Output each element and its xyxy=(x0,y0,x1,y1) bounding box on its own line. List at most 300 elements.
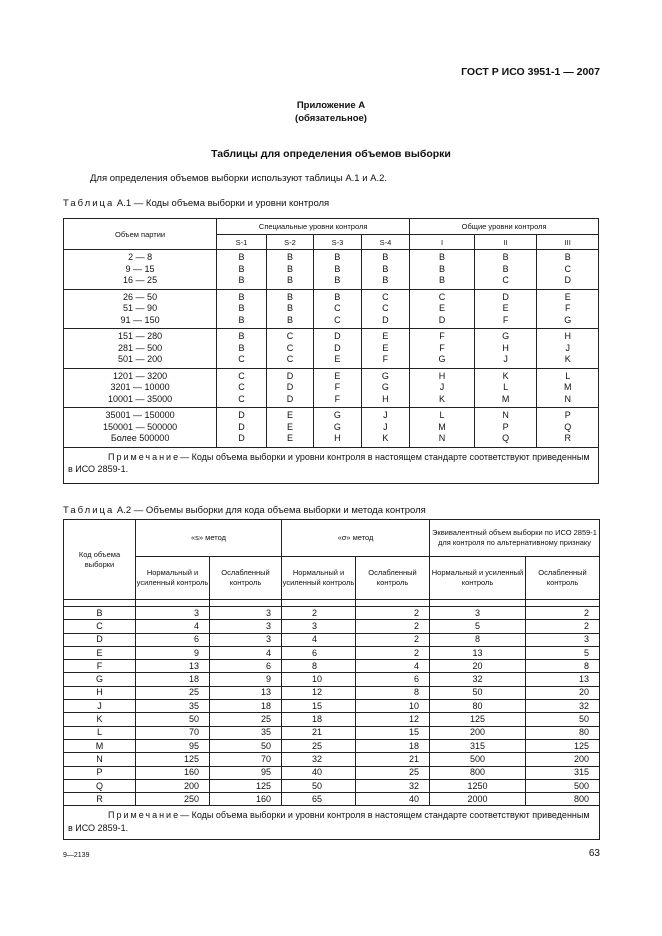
table-row xyxy=(64,447,599,483)
code-letter: H xyxy=(438,370,446,381)
a2-value-cell: 2 xyxy=(356,620,430,633)
table-row xyxy=(64,779,600,792)
code-letter: D xyxy=(238,410,245,420)
a2-value-cell: 3 xyxy=(282,620,356,633)
a1-code-cell xyxy=(410,329,475,369)
code-letter: J xyxy=(439,382,445,392)
code-letter: E xyxy=(286,410,293,420)
code-letter: E xyxy=(382,342,389,353)
a1-code-cell xyxy=(266,289,313,329)
a2-value-cell: 800 xyxy=(526,793,600,806)
a2-value-cell: 4 xyxy=(210,646,282,659)
a2-value-cell: 21 xyxy=(356,753,430,766)
table-a2 xyxy=(63,519,600,840)
a2-value-cell: 10 xyxy=(356,700,430,713)
a1-code-cell xyxy=(217,408,267,448)
a2-value-cell: 32 xyxy=(282,753,356,766)
code-letter: J xyxy=(565,342,570,353)
code-letter: B xyxy=(238,331,245,341)
a1-code-cell xyxy=(474,368,537,408)
a2-code-cell: F xyxy=(64,660,136,673)
a1-header-special: Специальные уровни контроля xyxy=(217,219,410,235)
code-letter: N xyxy=(502,410,509,420)
a2-value-cell: 8 xyxy=(356,686,430,699)
code-letter: M xyxy=(563,382,572,392)
table-row xyxy=(64,633,600,646)
code-letter: K xyxy=(564,354,571,364)
code-letter: D xyxy=(564,275,571,285)
a2-value-cell: 9 xyxy=(210,673,282,686)
code-letter: B xyxy=(502,252,509,262)
code-letter: F xyxy=(439,331,445,341)
code-letter: B xyxy=(334,275,341,285)
a2-value-cell: 18 xyxy=(356,739,430,752)
table-a2-caption xyxy=(63,505,426,516)
a2-value-cell: 500 xyxy=(526,779,600,792)
a1-level-s2: S-2 xyxy=(266,235,313,250)
code-letter: M xyxy=(501,393,510,404)
code-letter: E xyxy=(439,303,446,313)
a1-code-cell xyxy=(361,329,410,369)
table-row xyxy=(64,620,600,633)
a2-value-cell: 12 xyxy=(282,686,356,699)
code-letter: G xyxy=(564,314,572,325)
a2-value-cell: 2 xyxy=(356,633,430,646)
code-letter: G xyxy=(438,354,446,364)
a2-sub-s-normal: Нормальный и усиленный контроль xyxy=(136,557,210,600)
table-row xyxy=(64,289,599,329)
a2-value-cell: 2 xyxy=(356,646,430,659)
code-letter: C xyxy=(238,354,245,364)
a2-value-cell: 50 xyxy=(210,739,282,752)
a2-value-cell: 125 xyxy=(136,753,210,766)
code-letter: C xyxy=(334,314,341,325)
a2-code-cell: G xyxy=(64,673,136,686)
code-letter: L xyxy=(439,410,445,420)
intro-paragraph: Для определения объемов выборки используют таблицы А.1 и А.2. xyxy=(90,173,388,184)
a2-code-cell: Q xyxy=(64,779,136,792)
table-row xyxy=(64,686,600,699)
table-row xyxy=(64,766,600,779)
lot-size-value: 91 — 150 xyxy=(120,314,160,325)
print-code: 9—2139 xyxy=(63,852,90,859)
code-letter: B xyxy=(382,252,389,262)
code-letter: C xyxy=(334,303,341,313)
table-a2-caption-text: А.2 — Объемы выборки для кода объема выборки и метода контроля xyxy=(116,505,426,516)
table-row xyxy=(64,673,600,686)
code-letter: B xyxy=(382,263,389,274)
a1-code-cell xyxy=(474,289,537,329)
a1-header-lot-size: Объем партии xyxy=(64,219,217,250)
a2-value-cell: 800 xyxy=(430,766,526,779)
code-letter: B xyxy=(286,263,293,274)
a2-value-cell: 8 xyxy=(430,633,526,646)
a1-code-cell xyxy=(537,408,599,448)
a2-note xyxy=(64,806,600,840)
a1-code-cell xyxy=(314,250,361,290)
a2-value-cell: 95 xyxy=(210,766,282,779)
a2-header-sigma-method: «σ» метод xyxy=(282,520,430,557)
table-a1-caption-text: А.1 — Коды объема выборки и уровни контроля xyxy=(116,198,330,209)
code-letter: E xyxy=(334,370,341,381)
a2-value-cell: 4 xyxy=(282,633,356,646)
a2-value-cell: 200 xyxy=(526,753,600,766)
code-letter: J xyxy=(383,421,388,432)
code-letter: R xyxy=(564,433,571,443)
a2-value-cell: 25 xyxy=(356,766,430,779)
code-letter: B xyxy=(334,252,341,262)
a2-value-cell: 4 xyxy=(356,660,430,673)
code-letter: C xyxy=(286,331,294,341)
a2-value-cell: 315 xyxy=(526,766,600,779)
code-letter: C xyxy=(286,354,294,364)
a2-value-cell: 50 xyxy=(136,713,210,726)
code-letter: B xyxy=(238,275,245,285)
a2-value-cell: 4 xyxy=(136,620,210,633)
a1-code-cell xyxy=(314,408,361,448)
code-letter: D xyxy=(502,291,509,302)
spacer-cell xyxy=(282,600,356,607)
a1-code-cell xyxy=(266,368,313,408)
a2-value-cell: 15 xyxy=(282,700,356,713)
a2-value-cell: 6 xyxy=(210,660,282,673)
a2-value-cell: 200 xyxy=(136,779,210,792)
a2-header-s-method: «s» метод xyxy=(136,520,282,557)
lot-size-value: 16 — 25 xyxy=(123,275,158,285)
code-letter: J xyxy=(383,410,388,420)
code-letter: K xyxy=(382,433,389,443)
a2-code-cell: L xyxy=(64,726,136,739)
document-code: ГОСТ Р ИСО 3951-1 — 2007 xyxy=(461,66,600,78)
a1-code-cell xyxy=(474,408,537,448)
a2-value-cell: 18 xyxy=(210,700,282,713)
code-letter: P xyxy=(564,410,571,420)
annex-status: (обязательное) xyxy=(295,113,367,124)
a2-code-cell: D xyxy=(64,633,136,646)
code-letter: D xyxy=(238,433,245,443)
a2-value-cell: 500 xyxy=(430,753,526,766)
lot-size-value: 281 — 500 xyxy=(118,342,163,353)
lot-size-value: 151 — 280 xyxy=(118,331,163,341)
a1-lot-cell xyxy=(64,250,217,290)
table-row xyxy=(64,700,600,713)
lot-size-value: 3201 — 10000 xyxy=(110,382,170,392)
a2-sub-sigma-normal: Нормальный и усиленный контроль xyxy=(282,557,356,600)
a2-value-cell: 3 xyxy=(210,620,282,633)
table-row xyxy=(64,646,600,659)
a2-value-cell: 8 xyxy=(282,660,356,673)
a2-value-cell: 2 xyxy=(526,607,600,620)
a1-code-cell xyxy=(266,408,313,448)
table-row xyxy=(64,607,600,620)
code-letter: E xyxy=(564,291,571,302)
code-letter: L xyxy=(565,370,571,381)
code-letter: H xyxy=(564,331,571,341)
code-letter: K xyxy=(439,393,446,404)
a2-value-cell: 5 xyxy=(526,646,600,659)
code-letter: B xyxy=(238,303,245,313)
a2-code-cell: B xyxy=(64,607,136,620)
a2-value-cell: 13 xyxy=(430,646,526,659)
a2-value-cell: 3 xyxy=(526,633,600,646)
a1-lot-cell xyxy=(64,289,217,329)
a2-value-cell: 40 xyxy=(356,793,430,806)
a1-code-cell xyxy=(361,250,410,290)
a1-code-cell xyxy=(266,250,313,290)
annex-heading xyxy=(0,99,662,125)
code-letter: G xyxy=(381,382,389,392)
code-letter: B xyxy=(286,252,293,262)
a2-code-cell: H xyxy=(64,686,136,699)
a2-value-cell: 125 xyxy=(526,739,600,752)
a2-value-cell: 18 xyxy=(136,673,210,686)
a1-code-cell xyxy=(266,329,313,369)
a2-value-cell: 315 xyxy=(430,739,526,752)
a2-sub-s-reduced: Ослабленный контроль xyxy=(210,557,282,600)
code-letter: G xyxy=(381,370,389,381)
code-letter: B xyxy=(286,303,293,313)
code-letter: F xyxy=(502,314,509,325)
a1-level-ii: II xyxy=(474,235,537,250)
a2-value-cell: 95 xyxy=(136,739,210,752)
code-letter: H xyxy=(334,433,341,443)
a2-value-cell: 200 xyxy=(430,726,526,739)
code-letter: D xyxy=(238,421,245,432)
lot-size-value: Более 500000 xyxy=(110,433,170,443)
a2-value-cell: 20 xyxy=(430,660,526,673)
code-letter: B xyxy=(439,275,446,285)
a2-code-cell: J xyxy=(64,700,136,713)
code-letter: M xyxy=(438,421,446,432)
a2-value-cell: 80 xyxy=(430,700,526,713)
code-letter: C xyxy=(238,370,245,381)
a2-value-cell: 2 xyxy=(526,620,600,633)
a2-note-label: Примечание xyxy=(108,810,181,821)
a1-code-cell xyxy=(314,289,361,329)
a2-value-cell: 3 xyxy=(210,633,282,646)
code-letter: D xyxy=(334,342,341,353)
table-a1-caption xyxy=(63,198,329,209)
a1-code-cell xyxy=(410,408,475,448)
table-a2-caption-label: Таблица xyxy=(63,505,115,516)
a1-code-cell xyxy=(410,289,475,329)
table-row xyxy=(64,806,600,840)
a2-value-cell: 70 xyxy=(210,753,282,766)
a2-value-cell: 5 xyxy=(430,620,526,633)
lot-size-value: 51 — 90 xyxy=(123,303,158,313)
a2-header-equivalent: Эквивалентный объем выборки по ИСО 2859-1 для контроля по альтернативному признаку xyxy=(430,520,600,557)
a2-value-cell: 10 xyxy=(282,673,356,686)
a2-value-cell: 18 xyxy=(282,713,356,726)
a1-code-cell xyxy=(537,250,599,290)
a2-value-cell: 25 xyxy=(282,739,356,752)
code-letter: Q xyxy=(502,433,510,443)
a1-code-cell xyxy=(361,368,410,408)
spacer-cell xyxy=(526,600,600,607)
a2-value-cell: 125 xyxy=(430,713,526,726)
a1-code-cell xyxy=(314,329,361,369)
lot-size-value: 501 — 200 xyxy=(118,354,163,364)
a2-value-cell: 6 xyxy=(356,673,430,686)
a2-value-cell: 70 xyxy=(136,726,210,739)
a2-value-cell: 3 xyxy=(430,607,526,620)
a2-value-cell: 6 xyxy=(282,646,356,659)
spacer-cell xyxy=(430,600,526,607)
code-letter: B xyxy=(238,252,245,262)
code-letter: C xyxy=(382,291,389,302)
code-letter: J xyxy=(503,354,508,364)
a1-code-cell xyxy=(217,329,267,369)
a2-value-cell: 1250 xyxy=(430,779,526,792)
a1-note xyxy=(64,447,599,483)
a2-value-cell: 3 xyxy=(210,607,282,620)
section-title: Таблицы для определения объемов выборки xyxy=(211,148,451,160)
a2-value-cell: 6 xyxy=(136,633,210,646)
code-letter: D xyxy=(286,370,294,381)
code-letter: F xyxy=(564,303,571,313)
a1-lot-cell xyxy=(64,368,217,408)
code-letter: F xyxy=(334,382,341,392)
code-letter: B xyxy=(382,275,389,285)
code-letter: E xyxy=(334,354,341,364)
code-letter: B xyxy=(334,263,341,274)
a2-sub-equiv-normal: Нормальный и усиленный контроль xyxy=(430,557,526,600)
code-letter: D xyxy=(286,393,294,404)
table-row xyxy=(64,408,599,448)
table-row xyxy=(64,726,600,739)
spacer-cell xyxy=(210,600,282,607)
a2-value-cell: 125 xyxy=(210,779,282,792)
code-letter: L xyxy=(503,382,509,392)
a1-code-cell xyxy=(361,289,410,329)
a1-header-general: Общие уровни контроля xyxy=(410,219,599,235)
lot-size-value: 2 — 8 xyxy=(128,252,153,262)
a2-value-cell: 15 xyxy=(356,726,430,739)
code-letter: E xyxy=(286,433,293,443)
code-letter: B xyxy=(238,263,245,274)
a2-value-cell: 25 xyxy=(210,713,282,726)
code-letter: B xyxy=(238,291,245,302)
code-letter: C xyxy=(502,275,509,285)
a2-note-text: — Коды объема выборки и уровни контроля в настоящем стандарте соответствуют приведенным в ИСО 2859-1. xyxy=(68,810,590,833)
spacer-cell xyxy=(64,600,136,607)
code-letter: P xyxy=(502,421,509,432)
code-letter: B xyxy=(334,291,341,302)
a2-code-cell: E xyxy=(64,646,136,659)
code-letter: H xyxy=(382,393,389,404)
code-letter: C xyxy=(238,393,245,404)
code-letter: N xyxy=(438,433,446,443)
a2-code-cell: C xyxy=(64,620,136,633)
spacer-cell xyxy=(356,600,430,607)
table-a1 xyxy=(63,218,599,484)
code-letter: B xyxy=(564,252,571,262)
a2-code-cell: K xyxy=(64,713,136,726)
lot-size-value: 1201 — 3200 xyxy=(113,370,168,381)
a2-code-cell: M xyxy=(64,739,136,752)
lot-size-value: 35001 — 150000 xyxy=(105,410,175,420)
table-a1-caption-label: Таблица xyxy=(63,198,115,209)
table-row xyxy=(64,329,599,369)
a2-value-cell: 32 xyxy=(356,779,430,792)
a1-code-cell xyxy=(474,329,537,369)
a2-value-cell: 160 xyxy=(136,766,210,779)
code-letter: K xyxy=(502,370,509,381)
code-letter: C xyxy=(564,263,571,274)
a2-value-cell: 13 xyxy=(210,686,282,699)
code-letter: G xyxy=(502,331,510,341)
code-letter: D xyxy=(286,382,294,392)
lot-size-value: 150001 — 500000 xyxy=(103,421,178,432)
a2-value-cell: 12 xyxy=(356,713,430,726)
code-letter: B xyxy=(238,314,245,325)
a1-code-cell xyxy=(537,289,599,329)
table-row xyxy=(64,250,599,290)
a2-value-cell: 25 xyxy=(136,686,210,699)
code-letter: D xyxy=(438,314,446,325)
a2-value-cell: 20 xyxy=(526,686,600,699)
a1-note-label: Примечание xyxy=(108,451,181,462)
a2-value-cell: 250 xyxy=(136,793,210,806)
table-row xyxy=(64,660,600,673)
spacer-cell xyxy=(136,600,210,607)
code-letter: B xyxy=(439,263,446,274)
code-letter: G xyxy=(333,410,341,420)
a2-value-cell: 35 xyxy=(136,700,210,713)
table-row xyxy=(64,713,600,726)
code-letter: B xyxy=(502,263,509,274)
a2-value-cell: 50 xyxy=(526,713,600,726)
lot-size-value: 9 — 15 xyxy=(125,263,155,274)
code-letter: C xyxy=(238,382,245,392)
code-letter: F xyxy=(382,354,389,364)
a2-value-cell: 80 xyxy=(526,726,600,739)
a1-code-cell xyxy=(314,368,361,408)
a2-code-cell: P xyxy=(64,766,136,779)
a1-code-cell xyxy=(217,289,267,329)
a2-value-cell: 2 xyxy=(282,607,356,620)
code-letter: D xyxy=(382,314,389,325)
code-letter: E xyxy=(286,421,293,432)
a1-lot-cell xyxy=(64,408,217,448)
code-letter: G xyxy=(333,421,341,432)
code-letter: B xyxy=(439,252,446,262)
code-letter: D xyxy=(334,331,341,341)
table-row xyxy=(64,793,600,806)
code-letter: B xyxy=(286,275,293,285)
code-letter: B xyxy=(286,314,293,325)
a2-value-cell: 3 xyxy=(136,607,210,620)
a2-value-cell: 35 xyxy=(210,726,282,739)
a2-sub-equiv-reduced: Ослабленный контроль xyxy=(526,557,600,600)
a1-code-cell xyxy=(217,250,267,290)
a1-code-cell xyxy=(410,250,475,290)
a1-level-iii: III xyxy=(537,235,599,250)
code-letter: C xyxy=(286,342,294,353)
a2-sub-sigma-reduced: Ослабленный контроль xyxy=(356,557,430,600)
a1-note-text: — Коды объема выборки и уровни контроля в настоящем стандарте соответствуют приведенным в ИСО 2859-1. xyxy=(68,451,590,474)
a2-code-cell: N xyxy=(64,753,136,766)
a2-value-cell: 65 xyxy=(282,793,356,806)
a1-code-cell xyxy=(361,408,410,448)
a2-value-cell: 50 xyxy=(282,779,356,792)
a1-level-s3: S-3 xyxy=(314,235,361,250)
a2-value-cell: 50 xyxy=(430,686,526,699)
a2-value-cell: 21 xyxy=(282,726,356,739)
a2-value-cell: 8 xyxy=(526,660,600,673)
a2-value-cell: 40 xyxy=(282,766,356,779)
code-letter: B xyxy=(286,291,293,302)
